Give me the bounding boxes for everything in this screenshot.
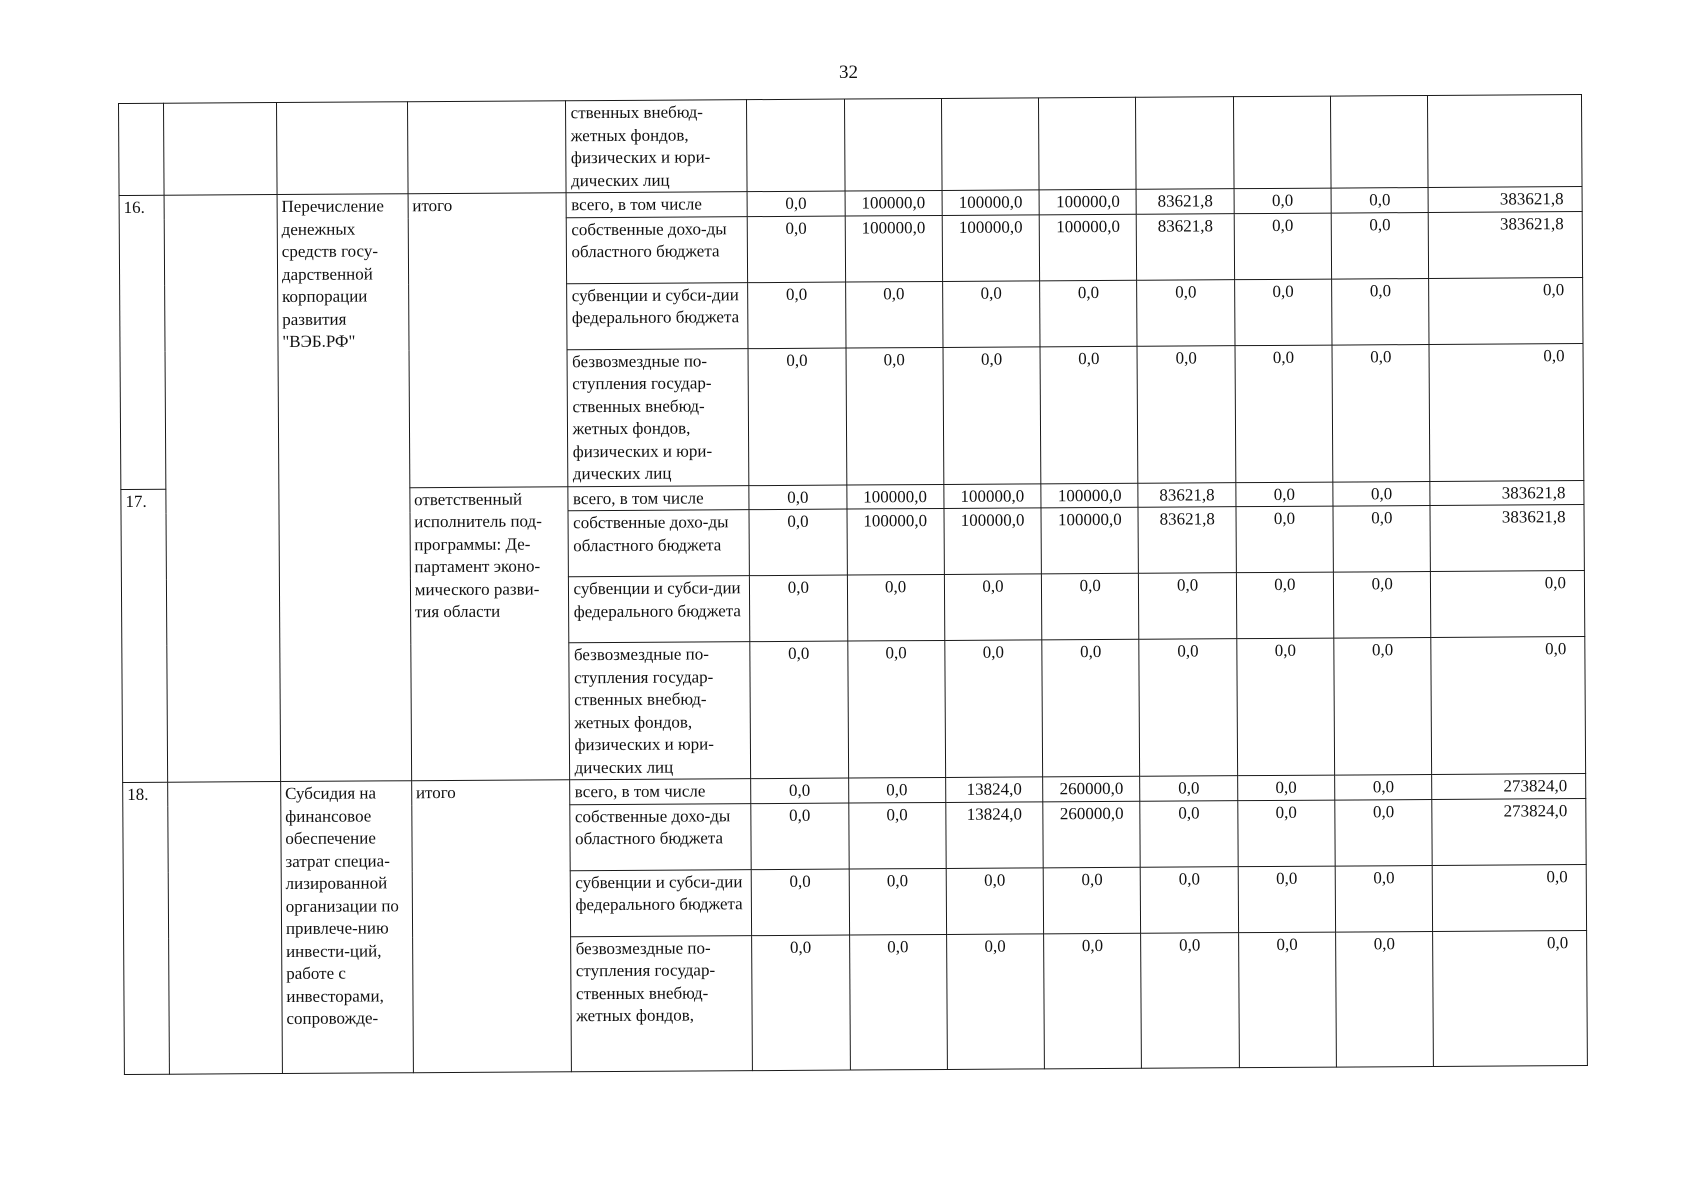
value-cell: 0,0 — [747, 216, 845, 283]
funding-source: собственные дохо-ды областного бюджета — [568, 510, 750, 577]
value-cell: 0,0 — [1141, 932, 1239, 1068]
row-number: 16. — [119, 195, 166, 489]
funding-source: всего, в том числе — [569, 779, 751, 805]
value-cell: 100000,0 — [845, 215, 943, 282]
value-cell: 0,0 — [1040, 280, 1138, 347]
value-cell: 0,0 — [1234, 188, 1331, 213]
value-cell: 83621,8 — [1136, 189, 1233, 214]
funding-source: субвенции и субси-дии федерального бюджета — [568, 576, 750, 643]
executor-cell — [407, 101, 565, 194]
measure-name: Субсидия на финансовое обеспечение затрат специа-лизированной организации по привлече-нию инвести-ций, работе с инвесторами, сопровожде- — [281, 781, 414, 1073]
value-cell: 0,0 — [748, 348, 846, 486]
value-cell: 0,0 — [1139, 573, 1237, 640]
value-cell: 100000,0 — [846, 484, 943, 509]
value-cell: 0,0 — [749, 485, 846, 510]
value-cell: 0,0 — [1042, 639, 1140, 777]
funding-source-cell: ственных внебюд-жетных фондов, физических и юри-дических лиц — [565, 100, 747, 193]
value-cell: 0,0 — [1040, 346, 1138, 484]
measure-name: Перечисление денежных средств госу-дарственной корпорации развития "ВЭБ.РФ" — [277, 194, 411, 782]
funding-source: всего, в том числе — [566, 192, 748, 218]
row-number: 17. — [121, 489, 168, 783]
funding-source: безвозмездные по-ступления государ-ственных внебюд-жетных фондов, физических и юри-дических лиц — [568, 642, 750, 780]
value-cell: 0,0 — [849, 934, 947, 1070]
value-cell: 0,0 — [1235, 345, 1333, 483]
funding-source: собственные дохо-ды областного бюджета — [566, 216, 748, 283]
value-cell — [941, 98, 1039, 191]
value-cell: 83621,8 — [1138, 482, 1235, 507]
value-cell: 0,0 — [1238, 800, 1336, 867]
executor: итого — [411, 780, 571, 1072]
value-cell: 273824,0 — [1432, 798, 1586, 865]
value-cell: 0,0 — [942, 280, 1040, 347]
value-cell: 0,0 — [1433, 930, 1587, 1066]
value-cell: 0,0 — [1335, 799, 1433, 866]
value-cell: 0,0 — [846, 347, 944, 485]
value-cell: 0,0 — [849, 868, 947, 935]
value-cell: 0,0 — [752, 935, 850, 1071]
value-cell: 0,0 — [751, 778, 848, 803]
value-cell: 0,0 — [751, 869, 849, 936]
value-cell: 0,0 — [1140, 776, 1237, 801]
value-cell: 0,0 — [1140, 800, 1238, 867]
value-cell: 0,0 — [848, 802, 946, 869]
value-cell: 0,0 — [1236, 506, 1334, 573]
value-cell: 383621,8 — [1430, 480, 1584, 505]
value-cell: 0,0 — [1237, 638, 1335, 776]
value-cell: 100000,0 — [1041, 507, 1139, 574]
value-cell: 0,0 — [1141, 866, 1239, 933]
value-cell: 0,0 — [945, 640, 1043, 778]
value-cell: 0,0 — [845, 281, 943, 348]
value-cell: 0,0 — [750, 641, 848, 779]
value-cell: 0,0 — [747, 191, 844, 216]
value-cell — [1428, 95, 1582, 188]
value-cell: 83621,8 — [1138, 507, 1236, 574]
value-cell: 383621,8 — [1430, 505, 1584, 572]
value-cell: 0,0 — [1237, 775, 1334, 800]
value-cell: 100000,0 — [1041, 483, 1138, 508]
funding-source: собственные дохо-ды областного бюджета — [569, 803, 751, 870]
value-cell: 13824,0 — [946, 801, 1044, 868]
value-cell: 0,0 — [943, 346, 1041, 484]
value-cell — [1233, 96, 1331, 189]
value-cell: 0,0 — [1335, 865, 1433, 932]
table-body — [119, 95, 1588, 1074]
value-cell: 0,0 — [944, 574, 1042, 641]
value-cell: 0,0 — [748, 282, 846, 349]
budget-table-sheet — [118, 94, 1588, 1074]
value-cell: 100000,0 — [942, 190, 1039, 215]
value-cell: 0,0 — [1139, 639, 1237, 777]
value-cell: 100000,0 — [944, 508, 1042, 575]
funding-source: всего, в том числе — [567, 485, 749, 511]
value-cell: 0,0 — [1331, 212, 1429, 279]
value-cell: 0,0 — [750, 575, 848, 642]
value-cell: 0,0 — [1234, 279, 1332, 346]
value-cell: 100000,0 — [942, 214, 1040, 281]
value-cell: 0,0 — [1332, 278, 1430, 345]
value-cell: 0,0 — [1331, 187, 1428, 212]
value-cell: 273824,0 — [1432, 774, 1586, 799]
value-cell: 0,0 — [1043, 867, 1141, 934]
value-cell: 0,0 — [1137, 279, 1235, 346]
name-cell — [276, 102, 407, 195]
value-cell — [844, 98, 942, 191]
funding-source: субвенции и субси-дии федерального бюджета — [566, 282, 748, 349]
funding-source: безвозмездные по-ступления государ-ственных внебюд-жетных фондов, — [570, 935, 752, 1071]
value-cell: 0,0 — [946, 933, 1044, 1069]
value-cell: 260000,0 — [1043, 776, 1140, 801]
value-cell: 260000,0 — [1043, 801, 1141, 868]
value-cell: 0,0 — [1042, 573, 1140, 640]
value-cell: 0,0 — [847, 574, 945, 641]
executor: ответственный исполнитель под-программы: Де-партамент эконо-мического разви-тия области — [410, 486, 570, 780]
value-cell: 0,0 — [847, 640, 945, 778]
value-cell: 0,0 — [1236, 572, 1334, 639]
value-cell: 0,0 — [1431, 571, 1585, 638]
value-cell — [747, 99, 845, 192]
value-cell: 100000,0 — [1039, 189, 1136, 214]
value-cell: 383621,8 — [1428, 187, 1582, 212]
value-cell: 0,0 — [1334, 637, 1432, 775]
value-cell: 0,0 — [1431, 637, 1585, 775]
value-cell: 100000,0 — [847, 508, 945, 575]
row-number-cell — [119, 103, 165, 195]
value-cell: 0,0 — [1236, 482, 1333, 507]
value-cell: 383621,8 — [1429, 211, 1583, 278]
value-cell: 0,0 — [1336, 931, 1434, 1067]
value-cell: 100000,0 — [944, 483, 1041, 508]
value-cell: 0,0 — [1335, 774, 1432, 799]
value-cell: 13824,0 — [945, 777, 1042, 802]
value-cell: 0,0 — [1238, 866, 1336, 933]
funding-source: безвозмездные по-ступления государ-ственных внебюд-жетных фондов, физических и юри-дических лиц — [567, 348, 749, 486]
value-cell: 100000,0 — [845, 190, 942, 215]
value-cell: 0,0 — [946, 867, 1044, 934]
value-cell: 0,0 — [1333, 571, 1431, 638]
blank-cell — [164, 103, 277, 196]
value-cell: 0,0 — [751, 803, 849, 870]
value-cell: 0,0 — [1429, 277, 1583, 344]
value-cell — [1039, 97, 1137, 190]
row-number: 18. — [123, 782, 170, 1074]
value-cell: 100000,0 — [1039, 214, 1137, 281]
funding-source: субвенции и субси-дии федерального бюджета — [570, 869, 752, 936]
value-cell: 0,0 — [1137, 345, 1235, 483]
value-cell: 0,0 — [1429, 343, 1583, 481]
executor: итого — [408, 193, 568, 487]
budget-table — [118, 94, 1588, 1074]
value-cell: 0,0 — [1433, 864, 1587, 931]
value-cell: 0,0 — [1238, 932, 1336, 1068]
value-cell: 0,0 — [749, 509, 847, 576]
blank-column-cell — [168, 782, 282, 1074]
value-cell: 83621,8 — [1137, 213, 1235, 280]
value-cell — [1331, 95, 1429, 188]
blank-column-cell — [164, 195, 280, 783]
page-number: 32 — [839, 62, 858, 83]
value-cell: 0,0 — [1332, 344, 1430, 482]
continuation-row — [119, 95, 1583, 196]
value-cell: 0,0 — [1044, 933, 1142, 1069]
value-cell: 0,0 — [1333, 481, 1430, 506]
value-cell — [1136, 97, 1234, 190]
value-cell: 0,0 — [1333, 505, 1431, 572]
value-cell: 0,0 — [1234, 213, 1332, 280]
value-cell: 0,0 — [848, 777, 945, 802]
